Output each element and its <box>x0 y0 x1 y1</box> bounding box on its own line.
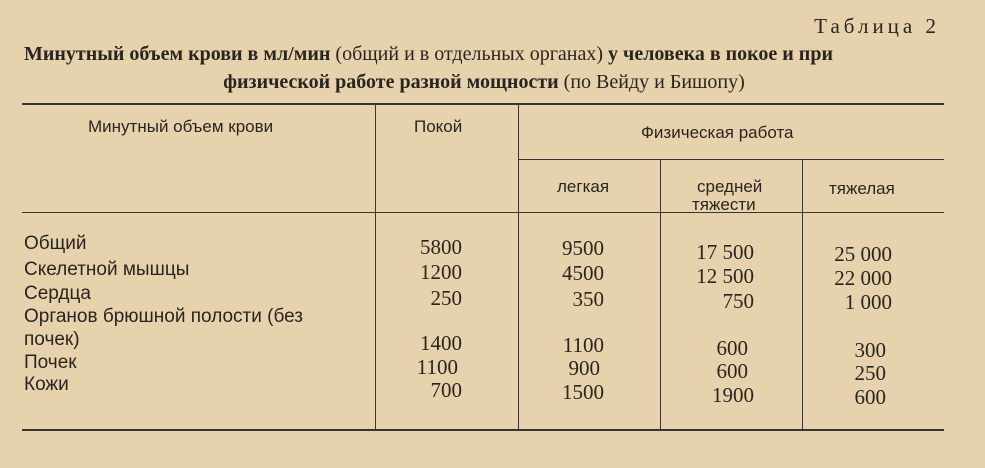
row-label-skeletal-muscle: Скелетной мышцы <box>24 259 190 280</box>
cell-light-abdominal: 1100 <box>562 333 604 357</box>
cell-medium-total: 17 500 <box>696 240 754 264</box>
cell-heavy-kidneys: 250 <box>854 361 886 385</box>
cell-heavy-total: 25 000 <box>834 242 892 266</box>
cell-medium-abdominal: 600 <box>716 336 748 360</box>
header-medium-line2: тяжести <box>692 195 756 214</box>
row-label-heart: Сердца <box>24 283 91 304</box>
row-label-abdominal: Органов брюшной полости (без <box>24 306 304 327</box>
header-heavy: тяжелая <box>829 179 895 198</box>
cell-medium-kidneys: 600 <box>716 359 748 383</box>
cell-light-total: 9500 <box>562 236 604 260</box>
caption-bold-2: у человека в покое и при <box>608 43 833 65</box>
cell-rest-skeletal: 1200 <box>420 260 462 284</box>
cell-rest-kidneys: 1100 <box>416 355 458 379</box>
group-header-rule <box>518 159 944 160</box>
caption-text-2: (по Вейду и Бишопу) <box>558 71 745 93</box>
cell-rest-skin: 700 <box>430 378 462 402</box>
table-caption <box>24 40 944 96</box>
cell-heavy-heart: 1 000 <box>844 290 892 314</box>
col-divider-1 <box>375 103 376 429</box>
caption-bold-3: физической работе разной мощности <box>223 71 559 93</box>
row-label-abdominal-cont: почек) <box>24 329 80 350</box>
caption-text-1: (общий и в отдельных органах) <box>330 43 609 65</box>
cell-medium-skeletal: 12 500 <box>696 264 754 288</box>
caption-line-2 <box>24 68 944 96</box>
cell-heavy-skin: 600 <box>854 385 886 409</box>
row-label-kidneys: Почек <box>24 352 77 373</box>
col-divider-2 <box>518 103 519 429</box>
cell-heavy-abdominal: 300 <box>854 338 886 362</box>
cell-light-skeletal: 4500 <box>562 261 604 285</box>
cell-light-kidneys: 900 <box>568 356 600 380</box>
table-bottom-rule <box>22 429 944 431</box>
col-divider-3 <box>660 159 661 429</box>
caption-bold-1: Минутный объем крови в мл/мин <box>24 43 331 65</box>
header-blood-volume: Минутный объем крови <box>88 117 274 136</box>
cell-rest-total: 5800 <box>420 235 462 259</box>
cell-medium-skin: 1900 <box>712 383 754 407</box>
header-rest: Покой <box>414 117 463 136</box>
cell-light-heart: 350 <box>572 287 604 311</box>
col-divider-4 <box>802 159 803 429</box>
cell-heavy-skeletal: 22 000 <box>834 266 892 290</box>
cell-light-skin: 1500 <box>562 380 604 404</box>
table-top-rule <box>22 103 944 105</box>
header-medium-line1: средней <box>697 177 763 196</box>
header-light: легкая <box>557 177 610 196</box>
table-number: Таблица 2 <box>814 14 940 38</box>
row-label-skin: Кожи <box>24 374 69 395</box>
header-bottom-rule <box>22 212 944 213</box>
header-physical-work: Физическая работа <box>641 123 794 142</box>
cell-medium-heart: 750 <box>722 289 754 313</box>
cell-rest-abdominal: 1400 <box>420 331 462 355</box>
row-label-total: Общий <box>24 233 87 254</box>
cell-rest-heart: 250 <box>430 286 462 310</box>
